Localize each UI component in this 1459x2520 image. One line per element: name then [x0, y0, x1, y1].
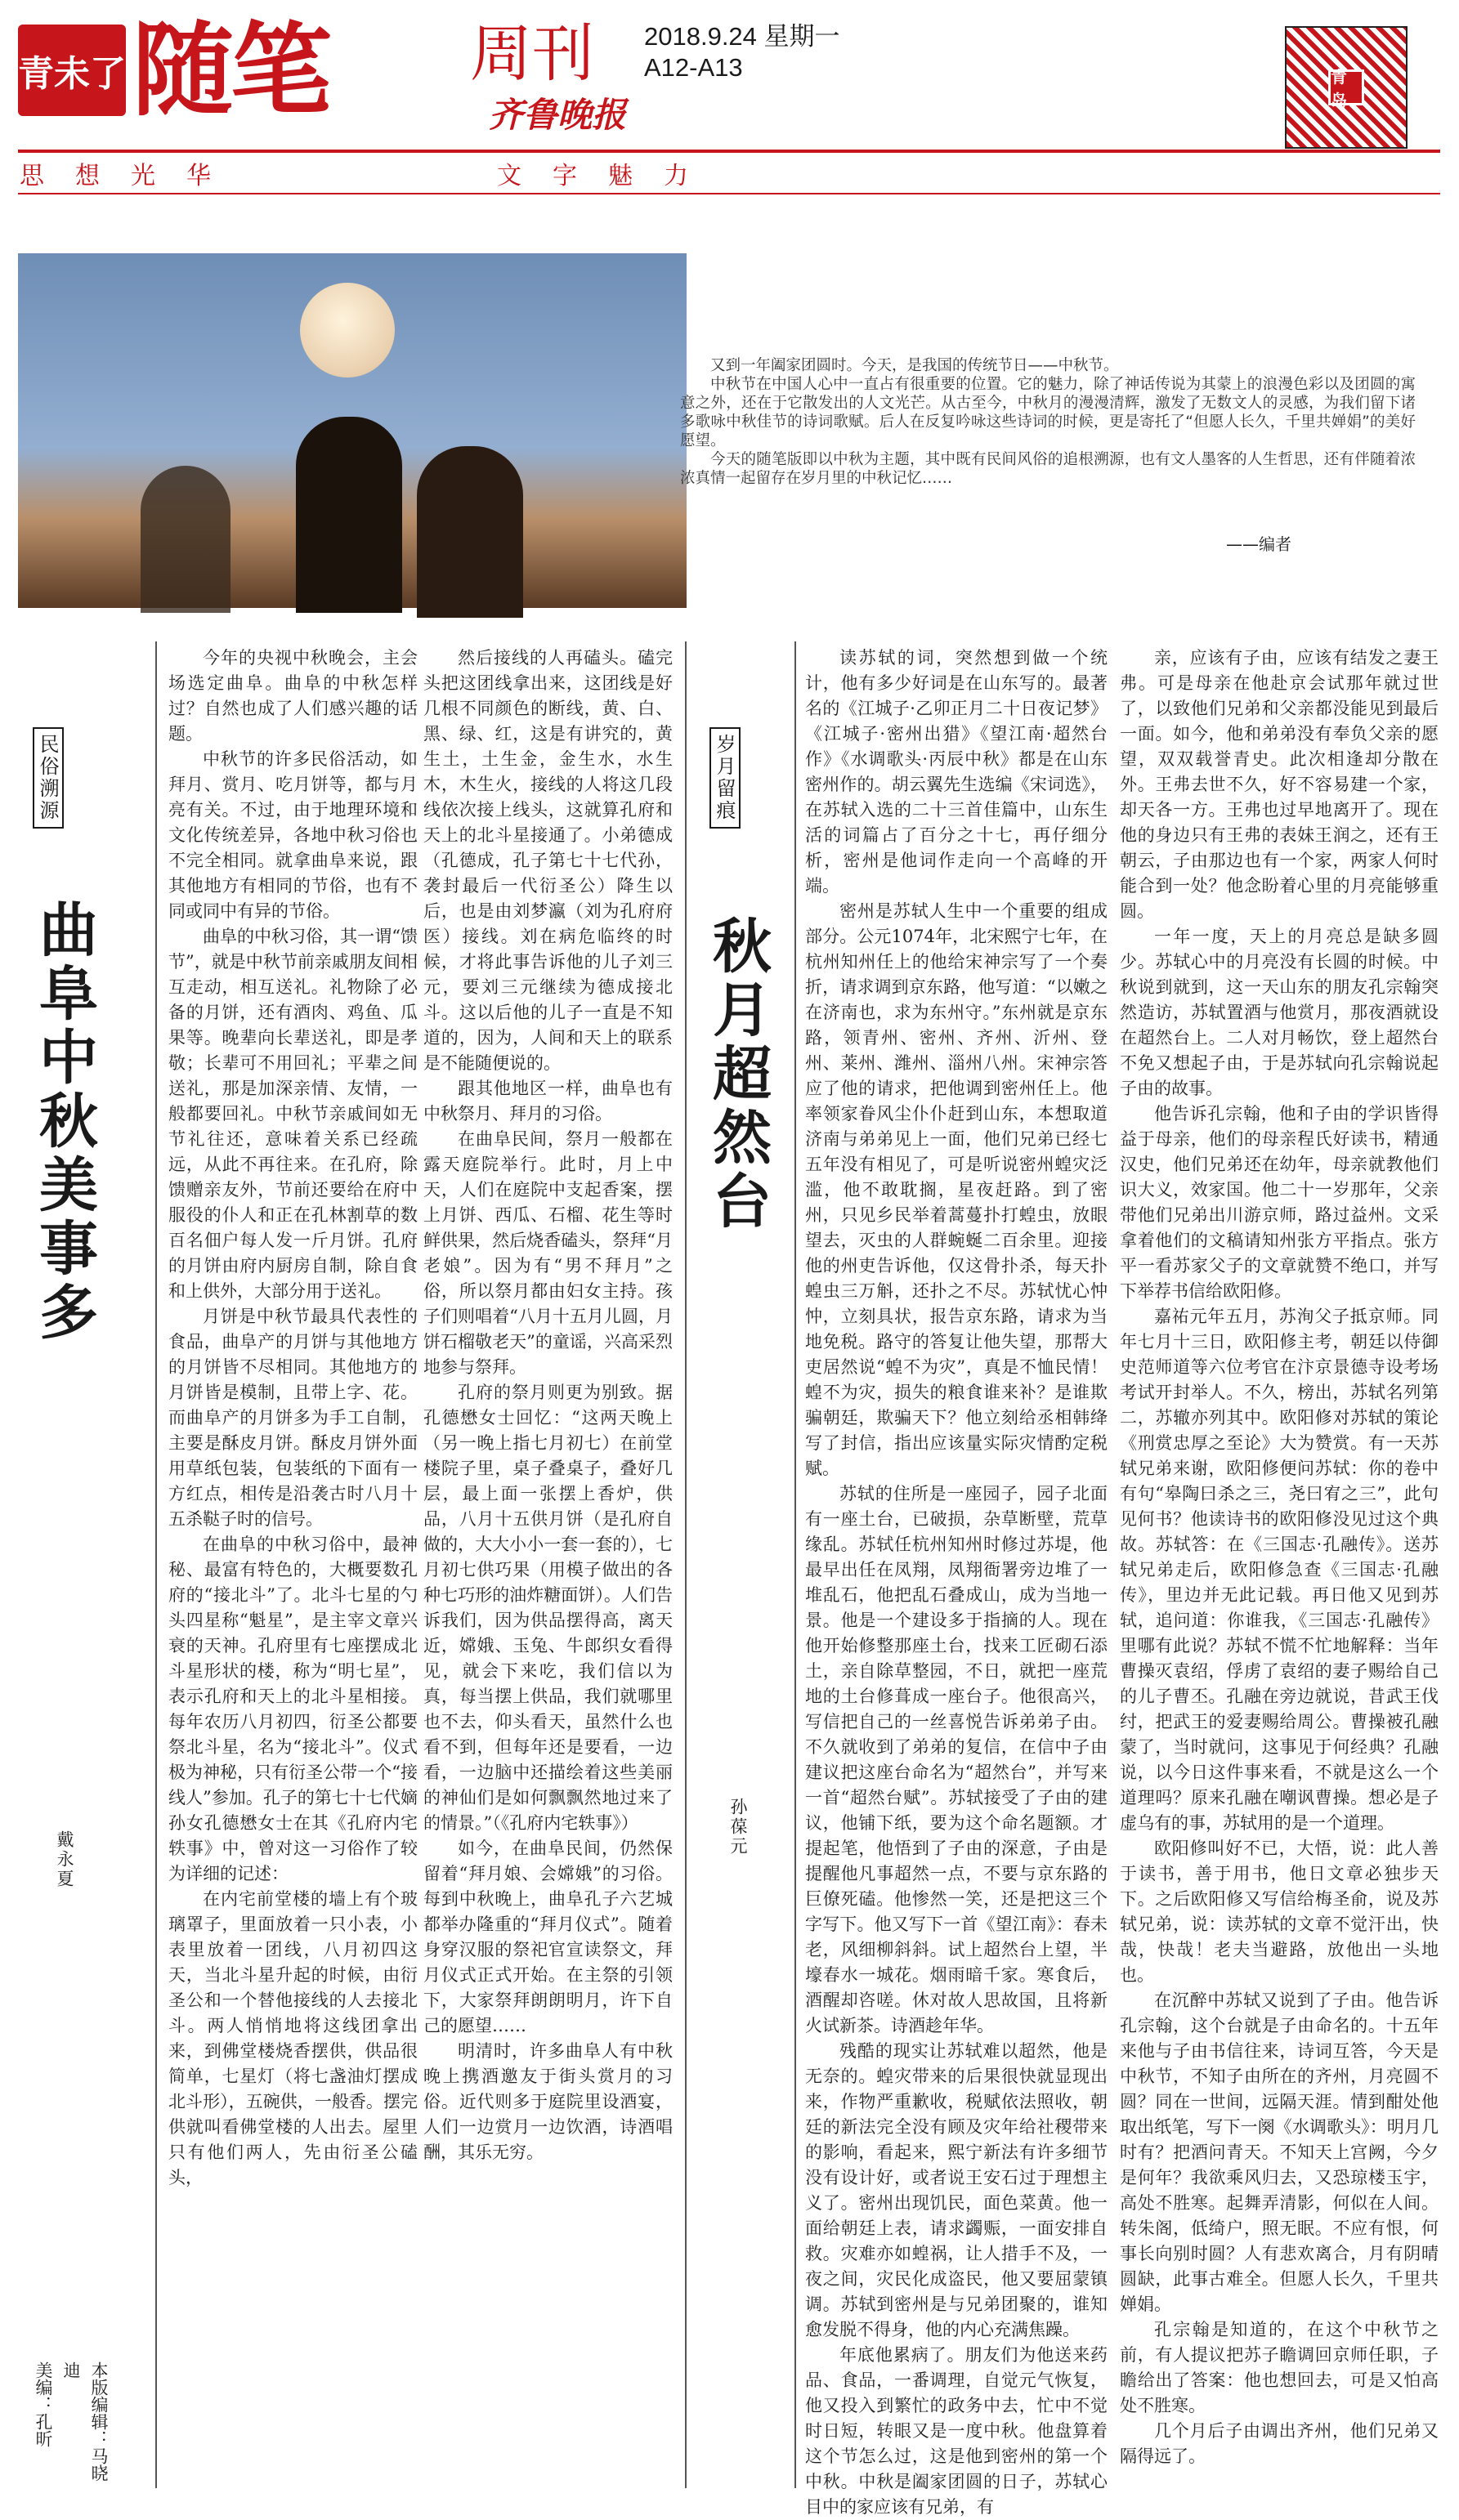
paragraph: 在曲阜民间，祭月一般都在露天庭院举行。此时，月上中天，人们在庭院中支起香案，摆上月饼、西瓜、石榴、花生等时鲜供果，然后烧香磕头，祭拜“月老娘”。因为有“男不拜月”之俗，所以祭月都由妇女主持。孩子们则唱着“八月十五月儿圆，月饼石榴敬老天”的童谣，兴高采烈地参与祭拜。: [423, 1129, 673, 1377]
weekly-label: 周刊: [470, 17, 594, 90]
paragraph: 苏轼的住所是一座园子，园子北面有一座土台，已破损，杂草断壁，荒草缘乱。苏轼任杭州知州时修过苏堤，他最早出任在凤翔，凤翔衙署旁边堆了一堆乱石，他把乱石叠成山，成为当地一景。他是一个建设多于指摘的人。现在他开始修整那座土台，找来工匠砌石添土，亲自除草整园，不日，就把一座荒地的土台修葺成一座台子。他很高兴，写信把自己的一丝喜悦告诉弟弟子由。不久就收到了弟弟的复信，在信中子由建议把这座台命名为“超然台”，并写来一首“超然台赋”。苏轼接受了子由的建议，他铺下纸，要为这个命名题额。才提起笔，他悟到了子由的深意，子由是提醒他凡事超然一点，不要与京东路的巨僚死磕。他惨然一笑，还是把这三个字写下。他又写下一首《望江南》：春未老，风细柳斜斜。试上超然台上望，半壕春水一城花。烟雨暗千家。寒食后，酒醒却咨嗟。休对故人思故国，且将新火试新茶。诗酒趁年华。: [805, 1484, 1108, 2035]
intro-paragraph: 又到一年阖家团圆时。今天，是我国的传统节日——中秋节。: [710, 357, 1119, 374]
paragraph: 中秋节的许多民俗活动，如拜月、赏月、吃月饼等，都与月亮有关。不过，由于地理环境和文化传统差异，各地中秋习俗也不完全相同。就拿曲阜来说，跟其他地方有相同的节俗，也有不同或同中有异的节俗。: [168, 749, 418, 921]
paragraph: 今年的央视中秋晚会，主会场选定曲阜。曲阜的中秋怎样过？自然也成了人们感兴趣的话题。: [168, 648, 418, 744]
article-title: 曲阜中秋美事多: [29, 899, 98, 1345]
intro-paragraph: 中秋节在中国人心中一直占有很重要的位置。它的魅力，除了神话传说为其蒙上的浪漫色彩以及团圆的寓意之外，还在于它散发出的人文光芒。从古至今，中秋月的漫漫清辉，激发了无数文人的灵感，为我们留下诸多歌咏中秋佳节的诗词歌赋。后人在反复吟咏这些诗词的时候，更是寄托了“但愿人长久，千里共婵娟”的美好愿望。: [680, 376, 1416, 449]
figure-silhouette: [141, 466, 230, 613]
column-title: 随笔: [132, 12, 329, 130]
paragraph: 然后接线的人再磕头。磕完头把这团线拿出来，这团线是好几根不同颜色的断线，黄、白、黑、绿、红，这是有讲究的，黄生土，土生金，金生水，水生木，木生火，接线的人将这几段线依次接上线头，这就算孔府和天上的北斗星接通了。小弟德成（孔德成，孔子第七十七代孙，袭封最后一代衍圣公）降生以后，也是由刘梦瀛（刘为孔府府医）接线。刘在病危临终的时候，才将此事告诉他的儿子刘三元，要刘三元继续为德成接北斗。这以后他的儿子一直是不知道的，因为，人间和天上的联系是不能随便说的。: [423, 648, 673, 1073]
paragraph: 年底他累病了。朋友们为他送来药品、食品，一番调理，自觉元气恢复，他又投入到繁忙的政务中去，忙中不觉时日短，转眼又是一度中秋。他盘算着这个节怎么过，这是他到密州的第一个中秋。中秋是阖家团圆的日子，苏轼心目中的家应该有兄弟，有: [805, 2345, 1108, 2517]
article1-column-1: [168, 646, 418, 2488]
paragraph: 跟其他地区一样，曲阜也有中秋祭月、拜月的习俗。: [423, 1079, 673, 1124]
paragraph: 一年一度，天上的月亮总是缺多圆少。苏轼心中的月亮没有长圆的时候。中秋说到就到，这一天山东的朋友孔宗翰突然造访，苏轼置酒与他赏月，那夜酒就设在超然台上。二人对月畅饮，登上超然台不免又想起子由，于是苏轼向孔宗翰说起子由的故事。: [1120, 927, 1439, 1098]
slogan-right: 文字魅力: [497, 162, 719, 190]
newspaper-logo: [18, 25, 126, 116]
paragraph: 他告诉孔宗翰，他和子由的学识皆得益于母亲，他们的母亲程氏好读书，精通汉史，他们兄弟还在幼年，母亲就教他们识大义，效家国。他二十一岁那年，父亲带他们兄弟出川游京师，路过益州。文采拿着他们的文稿请知州张方平指点。张方平一看苏家父子的文章就赞不绝口，并写下举荐书信给欧阳修。: [1120, 1104, 1439, 1301]
article2-column-1: [805, 646, 1108, 2517]
qr-code-icon[interactable]: [1285, 26, 1408, 149]
paragraph: 几个月后子由调出齐州，他们兄弟又隔得远了。: [1120, 2421, 1439, 2466]
logo-text: 青未了: [18, 53, 126, 95]
article-title: 秋月超然台: [703, 915, 772, 1234]
paragraph: 残酷的现实让苏轼难以超然，他是无奈的。蝗灾带来的后果很快就显现出来，作物严重歉收，税赋依法照收，朝廷的新法完全没有顾及灾年给社稷带来的影响，看起来，熙宁新法有许多细节没有设计好，或者说王安石过于理想主义了。密州出现饥民，面色菜黄。他一面给朝廷上表，请求蠲赈，一面安排自救。灾难亦如蝗祸，让人措手不及，一夜之间，灾民化成盗民，他又要屈蒙镇调。苏轼到密州是与兄弟团聚的，谁知愈发脱不得身，他的内心充满焦躁。: [805, 2041, 1108, 2339]
column-divider: [155, 641, 157, 2488]
paragraph: 欧阳修叫好不已，大悟，说：此人善于读书，善于用书，他日文章必独步天下。之后欧阳修又写信给梅圣俞，说及苏轼兄弟，说：读苏轼的文章不觉汗出，快哉，快哉！老夫当避路，放他出一头地也。: [1120, 1839, 1439, 1985]
editor-intro: [680, 356, 1416, 488]
article-author: 孙葆元: [728, 1798, 748, 1856]
paragraph: 读苏轼的词，突然想到做一个统计，他有多少好词是在山东写的。最著名的《江城子·乙卯正月二十日夜记梦》《江城子·密州出猎》《望江南·超然台作》《水调歌头·丙辰中秋》都是在山东密州作的。胡云翼先生选编《宋词选》，在苏轼入选的二十三首佳篇中，山东生活的词篇占了百分之十七，再仔细分析，密州是他词作走向一个高峰的开端。: [805, 648, 1108, 896]
paragraph: 月饼是中秋节最具代表性的食品，曲阜产的月饼与其他地方的月饼皆不尽相同。其他地方的月饼皆是模制，且带上字、花。而曲阜产的月饼多为手工自制，主要是酥皮月饼。酥皮月饼外面用草纸包装，包装纸的下面有一方红点，相传是沿袭古时八月十五杀鞑子时的信号。: [168, 1307, 418, 1529]
article-author: 戴永夏: [55, 1830, 74, 1889]
paragraph: 嘉祐元年五月，苏洵父子抵京师。同年七月十三日，欧阳修主考，朝廷以侍御史范师道等六位考官在汴京景德寺设考场考试开封举人。不久，榜出，苏轼名列第二，苏辙亦列其中。欧阳修对苏轼的策论《刑赏忠厚之至论》大为赞赏。有一天苏轼兄弟来谢，欧阳修便问苏轼：你的卷中有句“皋陶曰杀之三，尧曰宥之三”，此句见何书？他读诗书的欧阳修没见过这个典故。苏轼答：在《三国志·孔融传》。送苏轼兄弟走后，欧阳修急查《三国志·孔融传》，里边并无此记载。再日他又见到苏轼，追问道：你谁我，《三国志·孔融传》里哪有此说？苏轼不慌不忙地解释：当年曹操灭袁绍，俘虏了袁绍的妻子赐给自己的儿子曹丕。孔融在旁边就说，昔武王伐纣，把武王的爱妻赐给周公。曹操被孔融蒙了，当时就问，这事见于何经典？孔融说，以今日这件事来看，不就是这么一个道理吗？原来孔融在嘲讽曹操。想必是子虚乌有的事，苏轼用的是一个道理。: [1120, 1307, 1439, 1833]
header-rule: [18, 150, 1440, 153]
paragraph: 在沉醉中苏轼又说到了子由。他告诉孔宗翰，这个台就是子由命名的。十五年来他与子由书信往来，诗词互答，今天是中秋节，不知子由所在的齐州，月亮圆不圆？同在一世间，远隔天涯。情到酣处他取出纸笔，写下一阕《水调歌头》：明月几时有？把酒问青天。不知天上宫阙，今夕是何年？我欲乘风归去，又恐琼楼玉宇，高处不胜寒。起舞弄清影，何似在人间。转朱阁，低绮户，照无眠。不应有恨，何事长向别时圆？人有悲欢离合，月有阴晴圆缺，此事古难全。但愿人长久，千里共婵娟。: [1120, 1991, 1439, 2314]
paragraph: 如今，在曲阜民间，仍然保留着“拜月娘、会嫦娥”的习俗。每到中秋晚上，曲阜孔子六艺城都举办隆重的“拜月仪式”。随着身穿汉服的祭祀官宣读祭文，拜月仪式正式开始。在主祭的引领下，大家祭拜朗朗明月，许下自己的愿望……: [423, 1839, 673, 2035]
article2-column-2: [1120, 646, 1439, 2488]
slogan-rule: [18, 193, 1440, 194]
paragraph: 明清时，许多曲阜人有中秋晚上携酒邀友于街头赏月的习俗。近代则多于庭院里设酒宴，人们一边赏月一边饮酒，诗酒唱酬，其乐无穷。: [423, 2041, 673, 2162]
qr-label: 青岛: [1328, 69, 1364, 105]
paragraph: 亲，应该有子由，应该有结发之妻王弗。可是母亲在他赴京会试那年就过世了，以致他们兄弟和父亲都没能见到最后一面。如今，他和弟弟没有奉负父亲的愿望，双双载誉青史。此次相逢却分散在外。王弗去世不久，好不容易建一个家，却天各一方。王弗也过早地离开了。现在他的身边只有王弗的表妹王润之，还有王朝云，子由那边也有一个家，两家人何时能合到一处？他念盼着心里的月亮能够重圆。: [1120, 648, 1439, 921]
section-tag: 岁月留痕: [709, 727, 741, 829]
article-divider: [685, 641, 687, 2488]
intro-paragraph: 今天的随笔版即以中秋为主题，其中既有民间风俗的追根溯源，也有文人墨客的人生哲思，还有伴随着浓浓真情一起留存在岁月里的中秋记忆……: [680, 451, 1416, 487]
article1-column-2: [423, 646, 673, 2488]
page-numbers: A12-A13: [644, 53, 743, 82]
section-tag: 民俗溯源: [33, 727, 64, 829]
page-credits: [29, 2361, 113, 2484]
editor-credit: 本版编辑：马晓迪: [61, 2361, 109, 2482]
issue-date: 2018.9.24 星期一: [644, 22, 840, 51]
full-moon: [300, 283, 395, 378]
slogan-left: 思想光华: [20, 162, 242, 190]
editor-signature: ——编者: [1226, 534, 1291, 554]
newspaper-name: 齐鲁晚报: [489, 95, 627, 135]
column-divider: [794, 641, 796, 2488]
moon-photo: [18, 253, 687, 608]
paragraph: 在内宅前堂楼的墙上有个玻璃罩子，里面放着一只小表，小表里放着一团线，八月初四这天，当北斗星升起的时候，由衍圣公和一个替他接线的人去接北斗。两人悄悄地将这线团拿出来，到佛堂楼烧香摆供，供品很简单，七星灯（将七盏油灯摆成北斗形），五碗供，一般香。摆完供就叫看佛堂楼的人出去。屋里只有他们两人，先由衍圣公磕头，: [168, 1889, 418, 2187]
figure-silhouette: [296, 417, 402, 613]
paragraph: 密州是苏轼人生中一个重要的组成部分。公元1074年，北宋熙宁七年，在杭州知州任上的他给宋神宗写了一个奏折，请求调到京东路，他写道：“以嫩之在济南也，求为东州守。”东州就是京东路，领青州、密州、齐州、沂州、登州、莱州、潍州、淄州八州。宋神宗答应了他的请求，把他调到密州任上。他率领家眷风尘仆仆赶到山东，本想取道济南与弟弟见上一面，他们兄弟已经七五年没有相见了，可是听说密州蝗灾泛滥，他不敢耽搁，星夜赶路。到了密州，只见乡民举着蒿蔓扑打蝗虫，放眼望去，灭虫的人群蜿蜒二百余里。迎接他的州吏告诉他，仅这骨扑杀，每天扑蝗虫三万斛，还扑之不尽。苏轼忧心忡忡，立刻具状，报告京东路，请求为当地免税。路守的答复让他失望，那帮大吏居然说“蝗不为灾”，真是不恤民情！蝗不为灾，损失的粮食谁来补？是谁欺骗朝廷，欺骗天下？他立刻给丞相韩绛写了封信，指出应该量实际灾情酌定税赋。: [805, 901, 1108, 1478]
paragraph: 曲阜的中秋习俗，其一谓“馈节”，就是中秋节前亲戚朋友间相互走动，相互送礼。礼物除了必备的月饼，还有酒肉、鸡鱼、瓜果等。晚辈向长辈送礼，即是孝敬；长辈可不用回礼；平辈之间送礼，那是加深亲情、友情，一般都要回礼。中秋节亲戚间如无节礼往还，意味着关系已经疏远，从此不再往来。在孔府，除馈赠亲友外，节前还要给在府中服役的仆人和正在孔林割草的数百名佃户每人发一斤月饼。孔府的月饼由府内厨房自制，除自食和上供外，大部分用于送礼。: [168, 927, 418, 1301]
figure-silhouette: [417, 446, 523, 618]
paragraph: 在曲阜的中秋习俗中，最神秘、最富有特色的，大概要数孔府的“接北斗”了。北斗七星的勺头四星称“魁星”，是主宰文章兴衰的天神。孔府里有七座摆成北斗星形状的楼，称为“明七星”，表示孔府和天上的北斗星相接。每年农历八月初四，衍圣公都要祭北斗星，名为“接北斗”。仪式极为神秘，只有衍圣公带一个“接线人”参加。孔子的第七十七代嫡孙女孔德懋女士在其《孔府内宅轶事》中，曾对这一习俗作了较为详细的记述：: [168, 1535, 418, 1883]
designer-credit: 美编：孔昕: [34, 2361, 53, 2447]
paragraph: 孔宗翰是知道的，在这个中秋节之前，有人提议把苏子瞻调回京师任职，子瞻给出了答案：他也想回去，可是又怕高处不胜寒。: [1120, 2320, 1439, 2415]
paragraph: 孔府的祭月则更为别致。据孔德懋女士回忆：“这两天晚上（另一晚上指七月初七）在前堂楼院子里，桌子叠桌子，叠好几层，最上面一张摆上香炉，供品，八月十五供月饼（是孔府自做的，大大小小一套一套的），七月初七供巧果（用模子做出的各种七巧形的油炸糖面饼）。人们告诉我们，因为供品摆得高，离天近，嫦娥、玉兔、牛郎织女看得见，就会下来吃，我们信以为真，每当摆上供品，我们就哪里也不去，仰头看天，虽然什么也看不到，但每年还是要看，一边看，一边脑中还描绘着这些美丽的神仙们是如何飘飘然地过来了的情景。”（《孔府内宅轶事》）: [423, 1383, 673, 1833]
